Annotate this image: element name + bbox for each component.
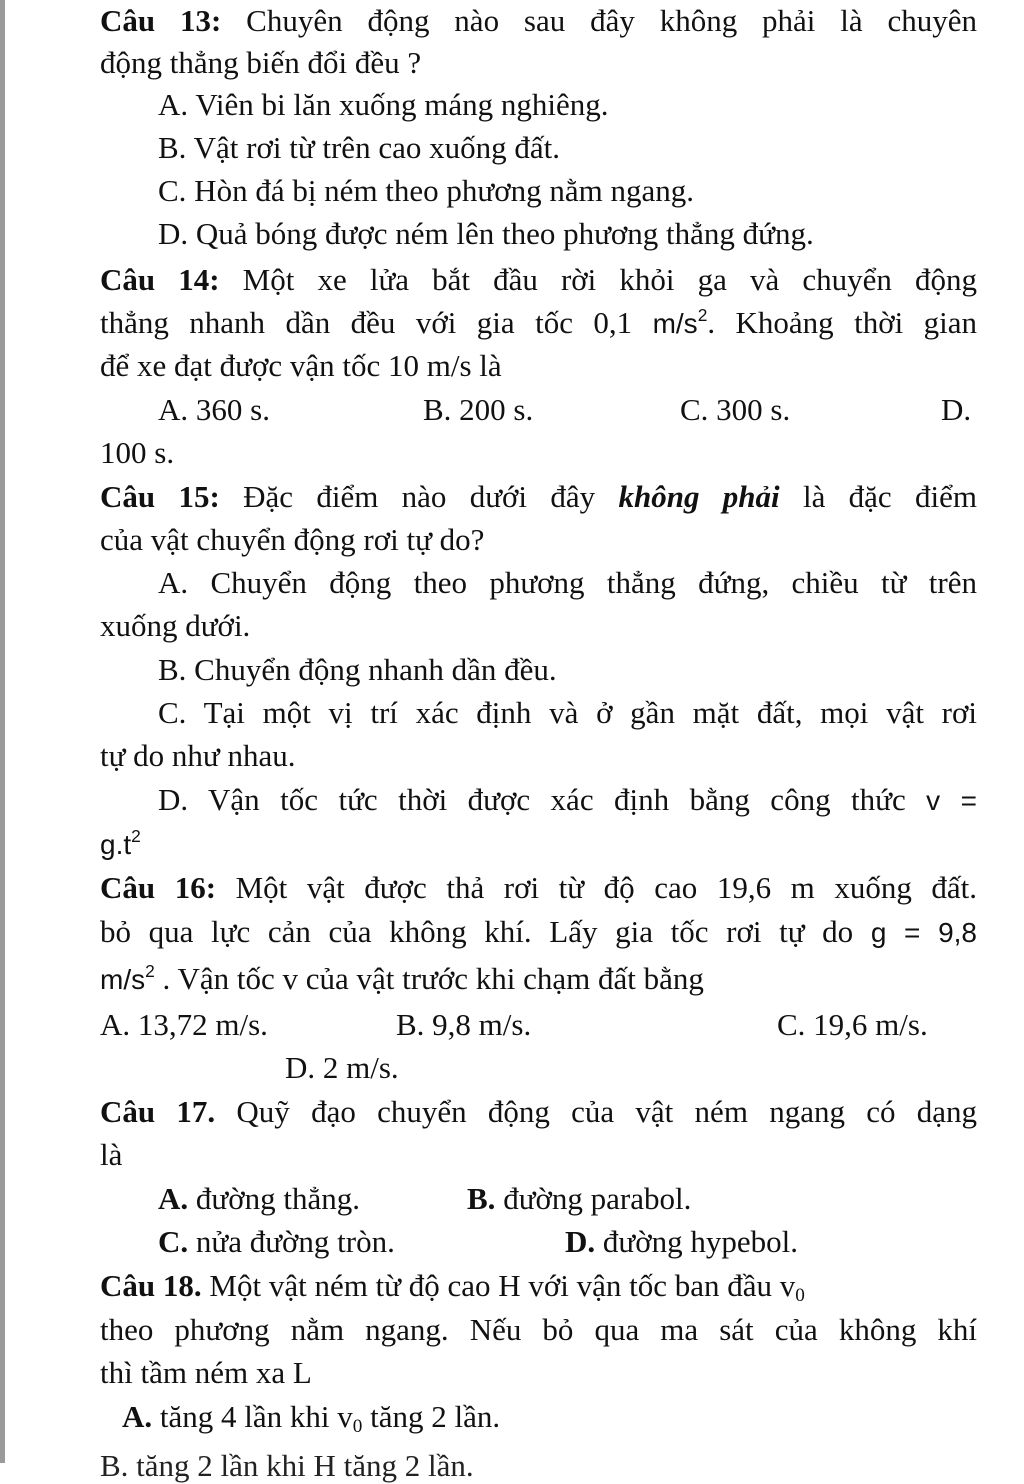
q16-line2 <box>100 913 977 950</box>
q15-option-a-line2: xuống dưới. <box>100 608 251 643</box>
q17-option-c <box>158 1223 395 1260</box>
q15-formula-rhs: g.t <box>100 829 132 860</box>
q14-option-d-letter: D. <box>941 392 972 427</box>
q15-line2: của vật chuyển động rơi tự do? <box>100 522 485 557</box>
q18-line1-text: Một vật ném từ độ cao H với vận tốc ban đầu v <box>209 1268 796 1303</box>
q18-label: Câu 18. <box>100 1268 202 1303</box>
q13-label: Câu 13: <box>100 3 222 38</box>
q15-emphasis: không phải <box>618 479 780 514</box>
q15-option-c-line1: C. Tại một vị trí xác định và ở gần mặt đất, mọi vật rơi <box>158 695 977 730</box>
q18-option-a-pre: tăng 4 lần khi v <box>159 1399 353 1434</box>
q16-unit: m/s <box>100 964 146 995</box>
q17-option-a-text: đường thẳng. <box>195 1181 360 1216</box>
q14-accel-unit <box>652 304 708 339</box>
q14-line1-text: Một xe lửa bắt đầu rời khỏi ga và chuyển động <box>242 262 977 297</box>
q17-option-a <box>158 1180 360 1217</box>
q16-label: Câu 16: <box>100 870 217 905</box>
q14-line2 <box>100 304 977 341</box>
q15-option-d-text: D. Vận tốc tức thời được xác định bằng công thức <box>158 782 906 817</box>
q15-option-b: B. Chuyển động nhanh dần đều. <box>158 652 557 687</box>
q16-option-a: A. 13,72 m/s. <box>100 1007 268 1042</box>
q15-line1-post: là đặc điểm <box>802 479 977 514</box>
q13-line1-text: Chuyên động nào sau đây không phải là chuyên <box>246 3 978 38</box>
q18-line1 <box>100 1267 805 1304</box>
q14-unit-exp: 2 <box>697 304 708 325</box>
q13-option-c: C. Hòn đá bị ném theo phương nằm ngang. <box>158 173 695 208</box>
q17-option-c-text: nửa đường tròn. <box>195 1224 395 1259</box>
q17-option-d-letter: D. <box>565 1224 596 1259</box>
q14-label: Câu 14: <box>100 262 220 297</box>
q16-line1-text: Một vật được thả rơi từ độ cao 19,6 m xuống đất. <box>235 870 978 905</box>
q18-option-a <box>122 1398 500 1435</box>
q16-unit-exp: 2 <box>145 960 155 981</box>
q15-label: Câu 15: <box>100 479 220 514</box>
q15-option-d-formula: v = <box>926 785 977 816</box>
q16-line1 <box>100 869 977 906</box>
q16-gravity-formula: g = 9,8 <box>870 917 977 948</box>
q18-option-b-partial: B. tăng 2 lần khi H tăng 2 lần. <box>100 1448 474 1483</box>
page-left-border <box>0 0 5 1463</box>
q17-option-d-text: đường hypebol. <box>602 1224 798 1259</box>
q17-option-a-letter: A. <box>158 1181 189 1216</box>
q18-option-b-cutoff <box>0 1448 1024 1483</box>
q17-option-b <box>467 1180 691 1217</box>
q17-option-d <box>565 1223 798 1260</box>
q13-line1 <box>100 2 977 39</box>
q16-option-c: C. 19,6 m/s. <box>777 1007 928 1042</box>
q15-line1 <box>100 478 977 515</box>
q17-option-b-letter: B. <box>467 1181 496 1216</box>
q15-option-d-line2 <box>100 825 141 862</box>
q14-option-c: C. 300 s. <box>680 392 791 427</box>
q17-option-b-text: đường parabol. <box>503 1181 692 1216</box>
q18-v0-sub: 0 <box>795 1284 805 1306</box>
q14-option-a: A. 360 s. <box>158 392 270 427</box>
q16-line3-unit <box>100 960 155 995</box>
q13-option-b: B. Vật rơi từ trên cao xuống đất. <box>158 130 560 165</box>
q17-label: Câu 17. <box>100 1094 216 1129</box>
q13-option-d: D. Quả bóng được ném lên theo phương thẳng đứng. <box>158 216 814 251</box>
q13-line2: động thẳng biến đổi đều ? <box>100 45 422 80</box>
q16-option-d: D. 2 m/s. <box>285 1050 399 1085</box>
q14-line3: để xe đạt được vận tốc 10 m/s là <box>100 348 502 383</box>
q16-line2-text: bỏ qua lực cản của không khí. Lấy gia tốc rơi tự do <box>100 914 854 949</box>
q15-line1-pre: Đặc điểm nào dưới đây <box>243 479 596 514</box>
q13-option-a: A. Viên bi lăn xuống máng nghiêng. <box>158 87 609 122</box>
q16-line3 <box>100 960 704 997</box>
q16-option-b: B. 9,8 m/s. <box>396 1007 532 1042</box>
q16-line3-text: . Vận tốc v của vật trước khi chạm đất bằng <box>162 961 704 996</box>
q14-line1 <box>100 261 977 298</box>
q18-line2: theo phương nằm ngang. Nếu bỏ qua ma sát của không khí <box>100 1312 977 1347</box>
q14-line2-post: . Khoảng thời gian <box>707 305 978 340</box>
q14-option-b: B. 200 s. <box>423 392 534 427</box>
q18-option-a-post: tăng 2 lần. <box>370 1399 501 1434</box>
q17-line2: là <box>100 1137 123 1172</box>
q15-option-d-line1 <box>158 781 977 818</box>
q17-line1-text: Quỹ đạo chuyển động của vật ném ngang có dạng <box>236 1094 977 1129</box>
q14-line2-pre: thẳng nhanh dần đều với gia tốc 0,1 <box>100 305 633 340</box>
q15-formula-exp: 2 <box>131 825 141 846</box>
q15-option-c-line2: tự do như nhau. <box>100 738 296 773</box>
q17-option-c-letter: C. <box>158 1224 189 1259</box>
q17-line1 <box>100 1093 977 1130</box>
q18-line3: thì tầm ném xa L <box>100 1355 312 1390</box>
q14-unit: m/s <box>652 308 698 339</box>
q14-option-d-value: 100 s. <box>100 435 175 470</box>
q18-option-a-sub: 0 <box>352 1415 363 1437</box>
q18-option-a-letter: A. <box>122 1399 153 1434</box>
q15-option-a-line1: A. Chuyển động theo phương thẳng đứng, chiều từ trên <box>158 565 977 600</box>
